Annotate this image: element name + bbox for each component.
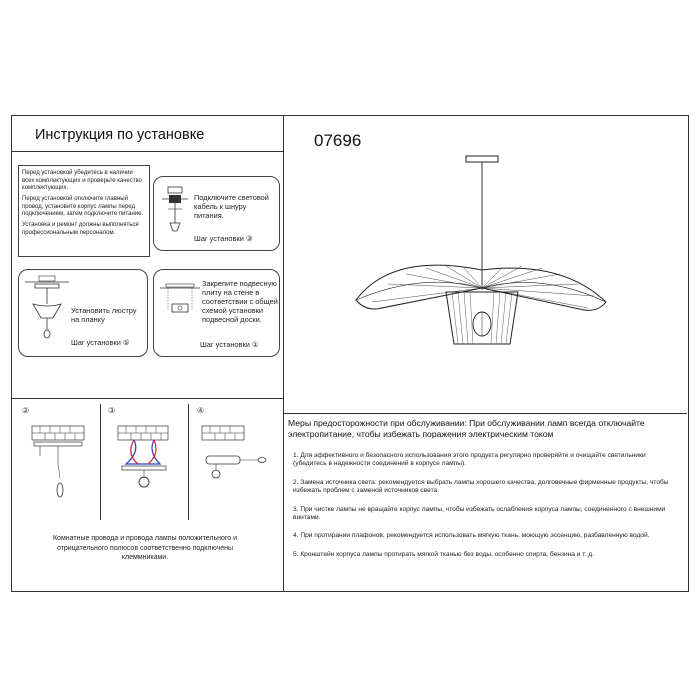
care-title: Меры предосторожности при обслуживании: При обслуживании ламп всегда отключайте электропитание, чтобы избежать поражения электрическим током (288, 418, 645, 439)
wiring-note: Комнатные провода и провода лампы положительного и отрицательного полюсов соответственно подключены клеммниками. (52, 535, 238, 562)
step-plate-label: Шаг установки ① (200, 340, 259, 349)
care-item: 2. Замена источника света: рекомендуется выбрать лампы хорошего качества, долговечные фирменные продукты, чтобы избежать проблем с заменой источников света. (293, 478, 669, 495)
model-number: 07696 (314, 131, 362, 150)
bracket-mount-diagram (30, 424, 90, 504)
step-mount-box (18, 269, 148, 357)
title-divider (11, 151, 283, 152)
care-item: 4. При протирании плафонов, рекомендуется использовать мягкую ткань, моющую эссенцию, разбавленную водой. (293, 532, 650, 540)
diagram-number: ④ (197, 406, 205, 415)
canopy-attach-diagram (200, 424, 278, 504)
care-item: 5. Кронштейн корпуса лампы протирать мягкой тканью без воды, особенно спирта, бензина и т. д. (293, 550, 594, 558)
care-item: 3. При чистке лампы не вращайте корпус лампы, чтобы избежать ослабления корпуса лампы, соединенного с внешними винтами. (293, 505, 666, 522)
warning-item: Перед установкой убедитесь в наличии всех комплектующих и проверьте качество комплектующих. (22, 170, 142, 192)
step-cable-text: Подключите световой кабель к шнуру питания. (194, 193, 269, 220)
diagram-separator (100, 404, 101, 520)
step-mount-label: Шаг установки ⑤ (71, 338, 130, 347)
page-title: Инструкция по установке (35, 127, 205, 143)
cable-connection-icon (160, 185, 190, 240)
diagram-number: ② (22, 406, 30, 415)
step-plate-box (153, 269, 280, 357)
step-mount-text: Установить люстру на планку (71, 306, 137, 324)
pendant-lamp-illustration (352, 152, 612, 352)
care-list (293, 452, 678, 569)
step-plate-text: Закрепите подвесную плиту на стене в соответствии с общей схемой установки подвесной доски. (202, 279, 278, 324)
diagram-separator (188, 404, 189, 520)
wiring-diagram (116, 424, 176, 504)
diagram-divider (11, 398, 283, 399)
warning-item: Перед установкой отключите главный провод, установите корпус лампы перед подключением, затем подключите питание. (22, 195, 144, 218)
care-divider (283, 413, 687, 414)
care-item: 1. Для эффективного и безопасного использования этого продукта регулярно проверяйте и очищайте светильники (убедитесь в надежности соединений в корпусе лампы). (293, 452, 646, 468)
warnings-box (18, 165, 150, 257)
step-cable-box (153, 176, 280, 251)
warning-item: Установка и ремонт должны выполняться профессиональным персоналом. (22, 221, 139, 236)
step-cable-label: Шаг установки ③ (194, 234, 253, 243)
diagram-number: ③ (108, 406, 116, 415)
mount-bracket-icon (23, 274, 71, 344)
ceiling-plate-icon (158, 280, 202, 330)
center-divider (283, 115, 284, 591)
